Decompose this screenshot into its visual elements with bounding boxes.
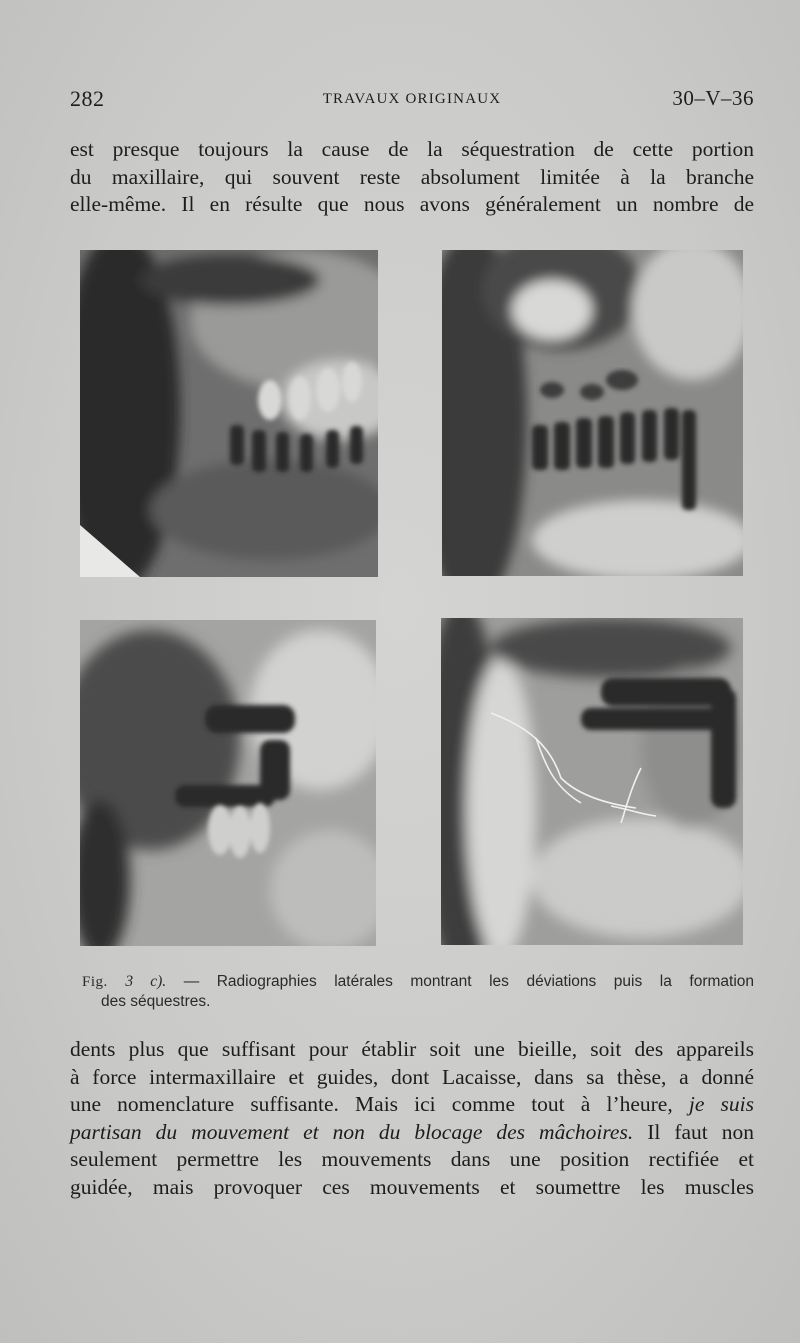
text-line: dents plus que suffisant pour établir soit une bieille, soit des appareils	[70, 1037, 754, 1061]
text-line: à force intermaxillaire et guides, dont Lacaisse, dans sa thèse, a donné	[70, 1064, 754, 1089]
running-head	[70, 86, 754, 116]
paragraph-bottom	[70, 1036, 754, 1201]
text-line: du maxillaire, qui souvent reste absolument limitée à la branche	[70, 164, 754, 189]
radiograph-3	[80, 620, 376, 946]
italic-run: partisan du mouvement et non du blocage des mâchoires.	[70, 1119, 634, 1144]
text-line: elle-même. Il en résulte que nous avons généralement un nombre de	[70, 192, 754, 216]
text-line: seulement permettre les mouvements dans une position rectifiée et	[70, 1147, 754, 1171]
issue-date: 30–V–36	[672, 86, 754, 110]
caption-text: — Radiographies latérales montrant les déviations puis la formation	[183, 973, 755, 990]
figure-ref: 3 c).	[125, 973, 167, 990]
radiograph-2	[442, 250, 743, 576]
paragraph-top	[70, 136, 754, 219]
radiograph-4	[441, 618, 743, 945]
text-run: une nomenclature suffisante. Mais ici comme tout à l’heure,	[70, 1092, 673, 1116]
figure-caption	[82, 972, 754, 1011]
text-line: est presque toujours la cause de la séquestration de cette portion	[70, 137, 754, 161]
figure-label: Fig.	[82, 974, 108, 990]
italic-run: je suis	[688, 1092, 754, 1116]
journal-title: TRAVAUX ORIGINAUX	[322, 91, 502, 107]
caption-line	[82, 972, 754, 992]
radiograph-1	[80, 250, 378, 577]
page-number: 282	[70, 86, 105, 111]
text-line	[70, 1119, 754, 1147]
text-line	[70, 1091, 754, 1119]
text-run: Il faut non	[633, 1119, 755, 1144]
caption-line: des séquestres.	[101, 993, 211, 1010]
text-line: guidée, mais provoquer ces mouvements et soumettre les muscles	[70, 1174, 754, 1199]
